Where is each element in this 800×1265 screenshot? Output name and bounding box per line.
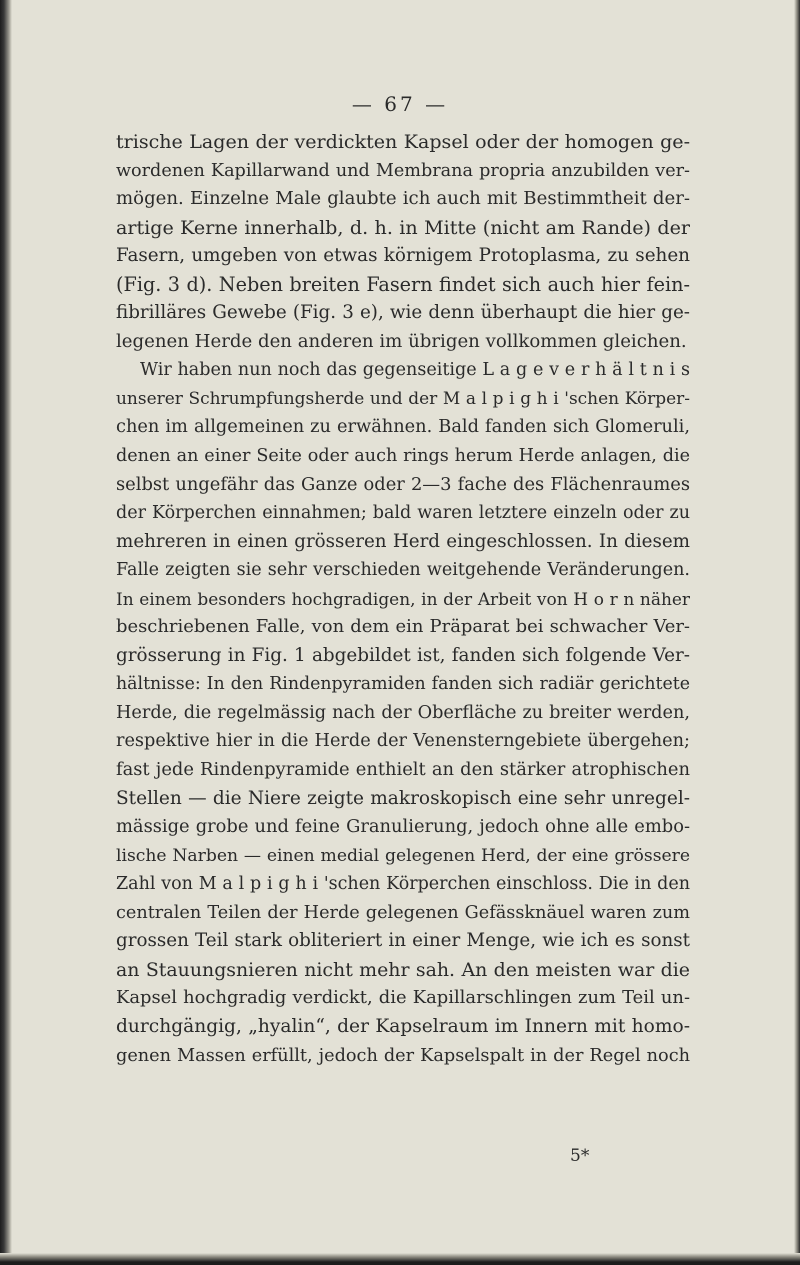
text-line: trische Lagen der verdickten Kapsel oder der homogen ge-: [116, 131, 690, 153]
page-bottom-edge-shadow: [0, 1253, 800, 1265]
text-line: unserer Schrumpfungsherde und der M a l p i g h i 'schen Körper-: [116, 388, 690, 409]
page-number: — 67 —: [351, 92, 449, 116]
text-line: der Körperchen einnahmen; bald waren letztere einzeln oder zu: [116, 503, 690, 524]
text-line: genen Massen erfüllt, jedoch der Kapselspalt in der Regel noch: [116, 1045, 690, 1066]
text-line: mässige grobe und feine Granulierung, jedoch ohne alle embo-: [116, 816, 690, 838]
text-line: grossen Teil stark obliteriert in einer Menge, wie ich es sonst: [116, 930, 690, 952]
page-right-edge-shadow: [794, 0, 800, 1265]
text-line: mögen. Einzelne Male glaubte ich auch mit Bestimmtheit der-: [116, 188, 690, 210]
text-line: hältnisse: In den Rindenpyramiden fanden sich radiär gerichtete: [116, 674, 690, 695]
text-line: (Fig. 3 d). Neben breiten Fasern findet sich auch hier fein-: [116, 272, 690, 296]
signature-mark: 5*: [570, 1146, 590, 1166]
text-line: lische Narben — einen medial gelegenen Herd, der eine grössere: [116, 845, 690, 866]
text-line: chen im allgemeinen zu erwähnen. Bald fanden sich Glomeruli,: [116, 417, 690, 438]
text-line: Herde, die regelmässig nach der Oberfläche zu breiter werden,: [116, 702, 690, 723]
text-line: mehreren in einen grösseren Herd eingeschlossen. In diesem: [116, 530, 690, 552]
text-line: fast jede Rindenpyramide enthielt an den stärker atrophischen: [116, 759, 690, 781]
text-line: Fasern, umgeben von etwas körnigem Protoplasma, zu sehen: [116, 245, 690, 267]
text-line: Wir haben nun noch das gegenseitige L a g e v e r h ä l t n i s: [140, 360, 690, 381]
page-left-edge-shadow: [0, 0, 12, 1265]
text-line: In einem besonders hochgradigen, in der Arbeit von H o r n näher: [116, 588, 690, 609]
text-line: centralen Teilen der Herde gelegenen Gefässknäuel waren zum: [116, 902, 690, 923]
text-line: grösserung in Fig. 1 abgebildet ist, fanden sich folgende Ver-: [116, 644, 690, 666]
text-line: Falle zeigten sie sehr verschieden weitgehende Veränderungen.: [116, 560, 690, 581]
text-line: denen an einer Seite oder auch rings herum Herde anlagen, die: [116, 446, 690, 467]
text-line: legenen Herde den anderen im übrigen vollkommen gleichen.: [116, 330, 687, 352]
text-line: selbst ungefähr das Ganze oder 2—3 fache des Flächenraumes: [116, 473, 690, 495]
text-line: Kapsel hochgradig verdickt, die Kapillarschlingen zum Teil un-: [116, 987, 690, 1009]
text-line: wordenen Kapillarwand und Membrana propria anzubilden ver-: [116, 160, 690, 181]
body-text: [116, 128, 690, 1070]
text-line: Stellen — die Niere zeigte makroskopisch eine sehr unregel-: [116, 787, 690, 809]
text-line: artige Kerne innerhalb, d. h. in Mitte (nicht am Rande) der: [116, 215, 690, 239]
text-line: fibrilläres Gewebe (Fig. 3 e), wie denn überhaupt die hier ge-: [116, 302, 690, 324]
text-line: respektive hier in die Herde der Venensterngebiete übergehen;: [116, 731, 690, 752]
text-line: beschriebenen Falle, von dem ein Präparat bei schwacher Ver-: [116, 616, 690, 638]
text-line: Zahl von M a l p i g h i 'schen Körperchen einschloss. Die in den: [116, 874, 690, 895]
text-line: an Stauungsnieren nicht mehr sah. An den meisten war die: [116, 958, 690, 981]
text-line: durchgängig, „hyalin“, der Kapselraum im Innern mit homo-: [116, 1015, 690, 1037]
